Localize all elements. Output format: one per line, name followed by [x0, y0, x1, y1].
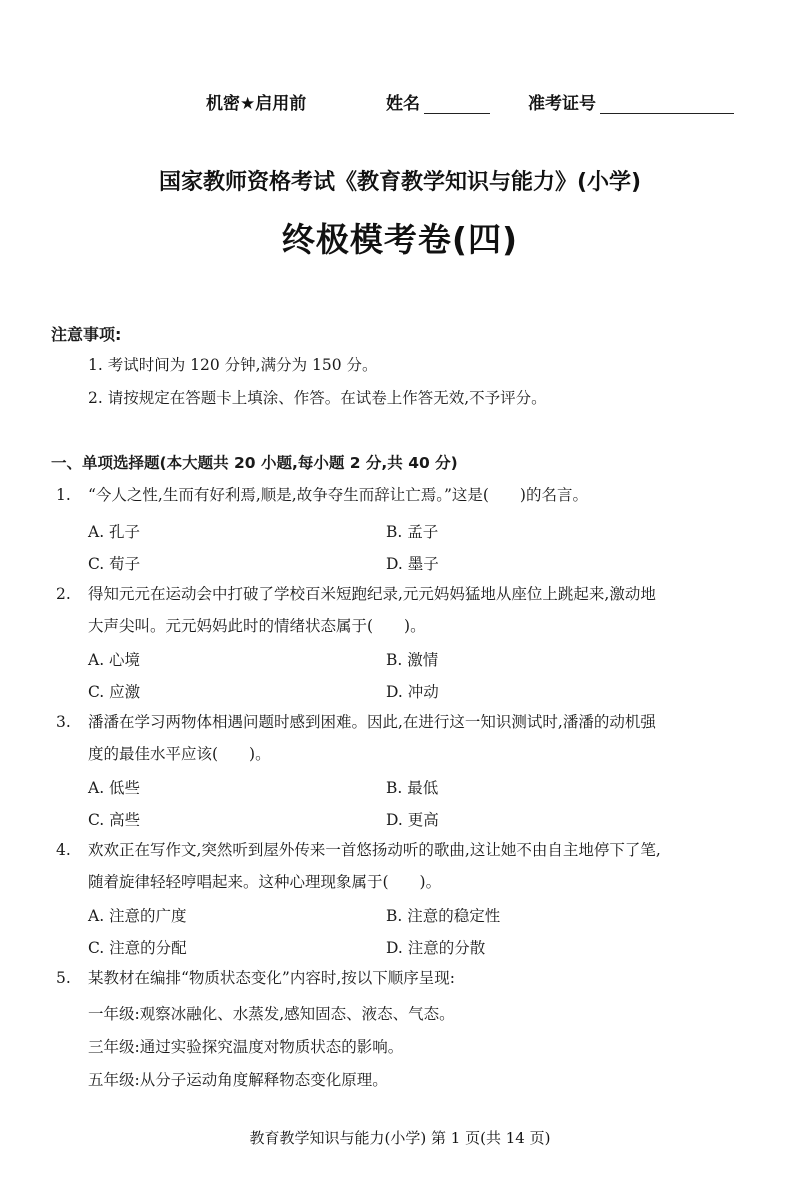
- option-c: C. 荀子: [88, 555, 141, 573]
- question-text: [88, 479, 748, 511]
- option-c: C. 应激: [88, 683, 141, 701]
- notice-item: 2. 请按规定在答题卡上填涂、作答。在试卷上作答无效,不予评分。: [88, 389, 547, 407]
- exam-id-field: [528, 89, 734, 114]
- confidential-label: 机密★启用前: [206, 94, 307, 114]
- question-line: “今人之性,生而有好利焉,顺是,故争夺生而辞让亡焉。”这是( )的名言。: [88, 486, 588, 504]
- question-line: 欢欢正在写作文,突然听到屋外传来一首悠扬动听的歌曲,这让她不由自主地停下了笔,: [88, 841, 661, 859]
- name-label: 姓名: [386, 94, 420, 114]
- name-field: [386, 89, 490, 114]
- question-text: [88, 706, 748, 770]
- page-footer: 教育教学知识与能力(小学) 第 1 页(共 14 页): [249, 1129, 551, 1147]
- question-number: 1.: [56, 486, 71, 504]
- option-b: B. 孟子: [386, 523, 439, 541]
- question-number: 4.: [56, 841, 71, 859]
- content-line: 五年级:从分子运动角度解释物态变化原理。: [88, 1071, 388, 1089]
- option-d: D. 更高: [386, 811, 439, 829]
- option-a: A. 孔子: [88, 523, 141, 541]
- question-text: [88, 962, 748, 994]
- question-number: 3.: [56, 713, 71, 731]
- notice-item: 1. 考试时间为 120 分钟,满分为 150 分。: [88, 356, 378, 374]
- paper-title: 终极模考卷(四): [281, 220, 519, 259]
- question-number: 2.: [56, 585, 71, 603]
- option-b: B. 激情: [386, 651, 439, 669]
- exam-id-label: 准考证号: [528, 94, 596, 114]
- question-line: 大声尖叫。元元妈妈此时的情绪状态属于( )。: [88, 617, 426, 635]
- notice-title: 注意事项:: [51, 325, 122, 344]
- content-line: 一年级:观察冰融化、水蒸发,感知固态、液态、气态。: [88, 1005, 455, 1023]
- content-line: 三年级:通过实验探究温度对物质状态的影响。: [88, 1038, 404, 1056]
- question-text: [88, 834, 748, 898]
- option-d: D. 注意的分散: [386, 939, 486, 957]
- name-blank-line: [424, 97, 490, 114]
- section-title: 一、单项选择题(本大题共 20 小题,每小题 2 分,共 40 分): [51, 454, 458, 472]
- option-d: D. 冲动: [386, 683, 439, 701]
- option-b: B. 最低: [386, 779, 439, 797]
- question-number: 5.: [56, 969, 71, 987]
- option-a: A. 低些: [88, 779, 141, 797]
- option-a: A. 心境: [88, 651, 141, 669]
- question-line: 随着旋律轻轻哼唱起来。这种心理现象属于( )。: [88, 873, 442, 891]
- exam-id-blank-line: [600, 97, 734, 114]
- option-a: A. 注意的广度: [88, 907, 187, 925]
- option-b: B. 注意的稳定性: [386, 907, 501, 925]
- question-line: 得知元元在运动会中打破了学校百米短跑纪录,元元妈妈猛地从座位上跳起来,激动地: [88, 585, 656, 603]
- option-c: C. 注意的分配: [88, 939, 187, 957]
- question-line: 某教材在编排“物质状态变化”内容时,按以下顺序呈现:: [88, 969, 455, 987]
- question-text: [88, 578, 748, 642]
- question-line: 潘潘在学习两物体相遇问题时感到困难。因此,在进行这一知识测试时,潘潘的动机强: [88, 713, 656, 731]
- exam-title: 国家教师资格考试《教育教学知识与能力》(小学): [158, 170, 642, 195]
- option-c: C. 高些: [88, 811, 141, 829]
- question-line: 度的最佳水平应该( )。: [88, 745, 271, 763]
- header-row: [0, 89, 800, 115]
- option-d: D. 墨子: [386, 555, 439, 573]
